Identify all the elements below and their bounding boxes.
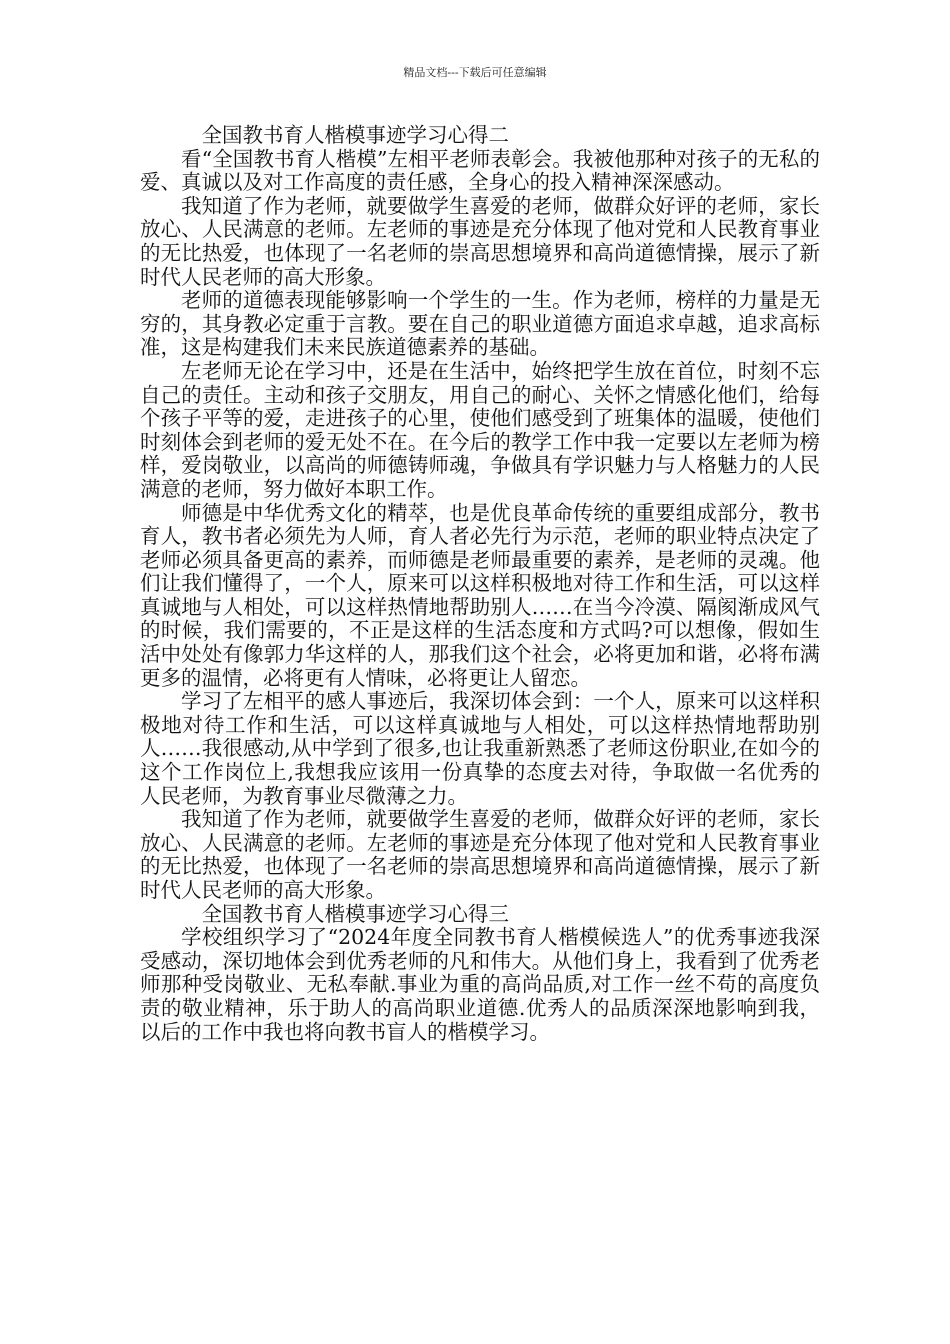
paragraph: 左老师无论在学习中，还是在生活中，始终把学生放在首位，时刻不忘自己的责任。主动和孩子交朋友，用自己的耐心、关怀之情感化他们，给每个孩子平等的爱，走进孩子的心里，使他们感受到了班集体的温暖，使他们时刻体会到老师的爱无处不在。在今后的教学工作中我一定要以左老师为榜样，爱岗敬业，以高尚的师德铸师魂，争做具有学识魅力与人格魅力的人民满意的老师，努力做好本职工作。 [140,358,820,501]
paragraph: 我知道了作为老师，就要做学生喜爱的老师，做群众好评的老师，家长放心、人民满意的老师。左老师的事迹是充分体现了他对党和人民教育事业的无比热爱，也体现了一名老师的崇高思想境界和高尚道德情操，展示了新时代人民老师的高大形象。 [140,193,820,289]
page-header: 精品文档---下载后可任意编辑 [403,66,547,79]
paragraph: 学习了左相平的感人事迹后，我深切体会到：一个人，原来可以这样积极地对待工作和生活，可以这样真诚地与人相处，可以这样热情地帮助别人……我很感动,从中学到了很多,也让我重新熟悉了老师这份职业,在如今的这个工作岗位上,我想我应该用一份真挚的态度去对待，争取做一名优秀的人民老师，为教育事业尽微薄之力。 [140,689,820,808]
paragraph: 老师的道德表现能够影响一个学生的一生。作为老师，榜样的力量是无穷的，其身教必定重于言教。要在自己的职业道德方面追求卓越，追求高标准，这是构建我们未来民族道德素养的基础。 [140,288,820,360]
paragraph: 师德是中华优秀文化的精萃，也是优良革命传统的重要组成部分，教书育人，教书者必须先为人师，育人者必先行为示范，老师的职业特点决定了老师必须具备更高的素养，而师德是老师最重要的素养，是老师的灵魂。他们让我们懂得了，一个人，原来可以这样积极地对待工作和生活，可以这样真诚地与人相处，可以这样热情地帮助别人……在当今冷漠、隔阂渐成风气的时候，我们需要的，不正是这样的生活态度和方式吗?可以想像，假如生活中处处有像郭力华这样的人，那我们这个社会，必将更加和谐，必将布满更多的温情，必将更有人情味，必将更让人留恋。 [140,500,820,690]
paragraph: 学校组织学习了“2024年度全同教书育人楷模候选人”的优秀事迹我深受感动，深切地体会到优秀老师的凡和伟大。从他们身上，我看到了优秀老师那种受岗敬业、无私奉献.事业为重的高尚品质,对工作一丝不苟的高度负责的敬业精神，乐于助人的高尚职业道德.优秀人的品质深深地影响到我，以后的工作中我也将向教书盲人的楷模学习。 [140,925,820,1044]
document-body [140,124,820,1044]
paragraph: 看“全国教书育人楷模”左相平老师表彰会。我被他那种对孩子的无私的爱、真诚以及对工作高度的责任感，全身心的投入精神深深感动。 [140,146,820,195]
paragraph: 我知道了作为老师，就要做学生喜爱的老师，做群众好评的老师，家长放心、人民满意的老师。左老师的事迹是充分体现了他对党和人民教育事业的无比热爱，也体现了一名老师的崇高思想境界和高尚道德情操，展示了新时代人民老师的高大形象。 [140,807,820,902]
section-title: 全国教书育人楷模事迹学习心得三 [201,901,509,926]
section-title: 全国教书育人楷模事迹学习心得二 [201,123,509,147]
